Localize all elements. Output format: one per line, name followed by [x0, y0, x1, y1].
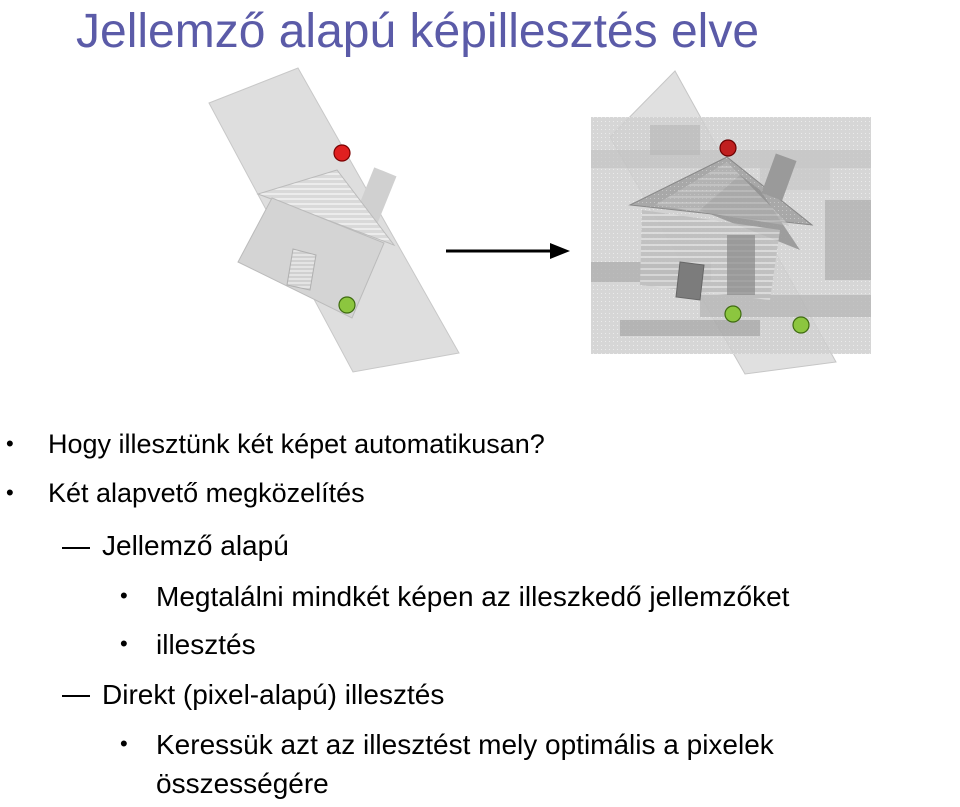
bullet-marker: • — [6, 431, 14, 456]
arrow — [446, 243, 570, 259]
bullet-marker: • — [120, 583, 128, 608]
sub-sub-item-1: Megtalálni mindkét képen az illeszkedő jellemzőket — [156, 581, 790, 612]
stitch-door — [676, 262, 704, 300]
green-point-right-1 — [725, 306, 741, 322]
right-image — [591, 71, 871, 374]
sub-item-direct: Direkt (pixel-alapú) illesztés — [102, 679, 445, 710]
green-point-right-2 — [793, 317, 809, 333]
left-image — [209, 68, 459, 372]
bullet-1: Hogy illesztünk két képet automatikusan? — [48, 429, 545, 459]
sub-sub-item-2: illesztés — [156, 629, 256, 660]
dash-marker — [62, 695, 90, 697]
illustration — [0, 60, 960, 390]
arrow-head — [550, 243, 570, 259]
sub-item-feature-based: Jellemző alapú — [102, 530, 289, 561]
slide-title: Jellemző alapú képillesztés elve — [76, 5, 760, 58]
bullet-2: Két alapvető megközelítés — [48, 478, 365, 508]
red-point-right — [720, 140, 736, 156]
sub-sub-item-3: Keressük azt az illesztést mely optimális a pixelek — [156, 729, 774, 760]
sub-sub-item-3-cont: összességére — [156, 768, 329, 799]
bullet-marker: • — [120, 731, 128, 756]
bullet-marker: • — [120, 631, 128, 656]
red-point-left — [334, 145, 350, 161]
dash-marker — [62, 547, 90, 549]
green-point-left — [339, 297, 355, 313]
bullet-marker: • — [6, 480, 14, 505]
